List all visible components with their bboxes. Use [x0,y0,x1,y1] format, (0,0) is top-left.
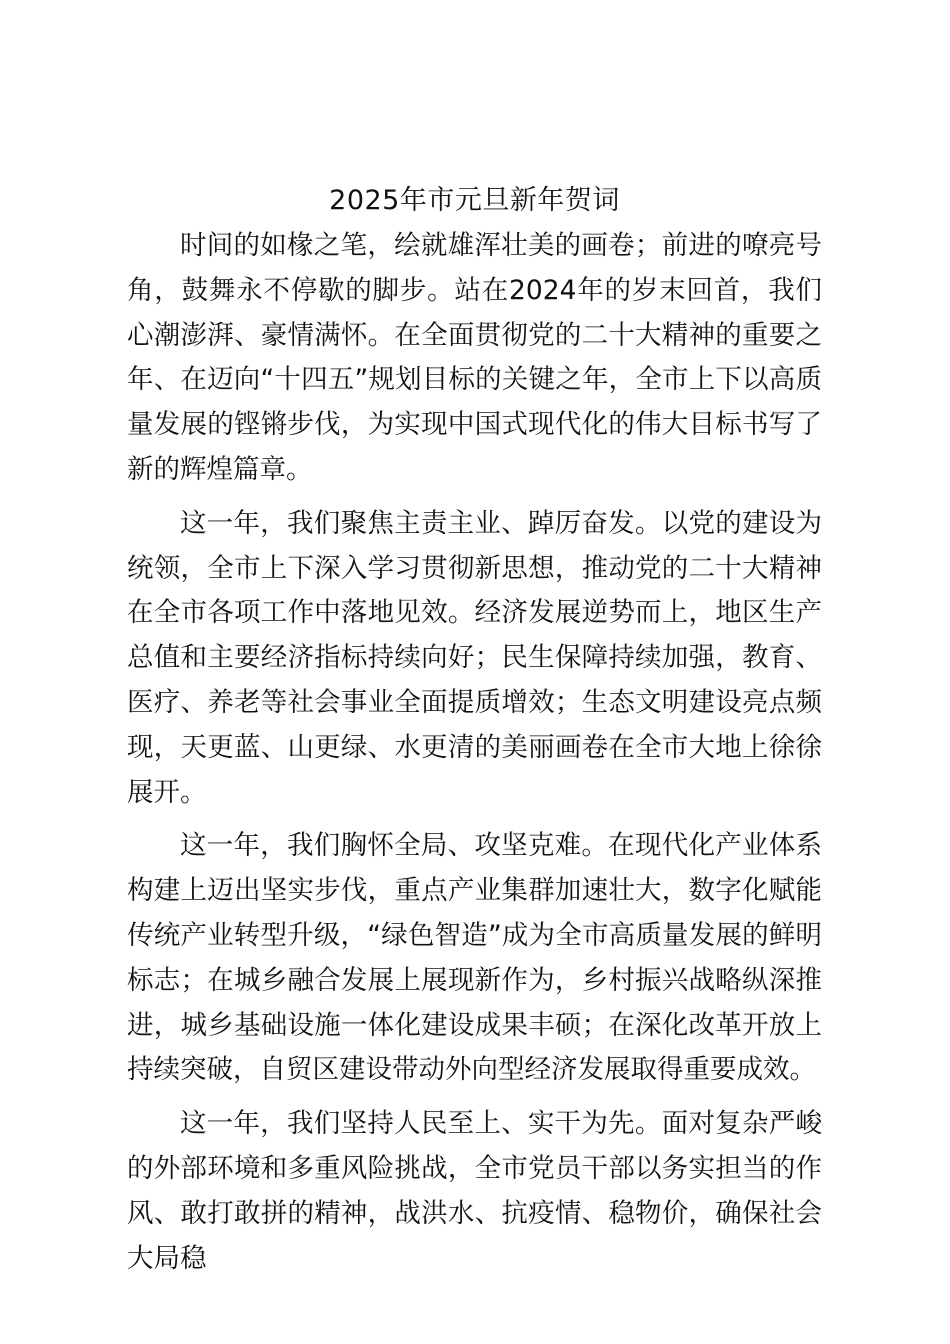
paragraph-4: 这一年，我们坚持人民至上、实干为先。面对复杂严峻的外部环境和多重风险挑战，全市党员干部以务实担当的作风、敢打敢拼的精神，战洪水、抗疫情、稳物价，确保社会大局稳 [127,1108,822,1274]
paragraph-2: 这一年，我们聚焦主责主业、踔厉奋发。以党的建设为统领，全市上下深入学习贯彻新思想，推动党的二十大精神在全市各项工作中落地见效。经济发展逆势而上，地区生产总值和主要经济指标持续向好；民生保障持续加强，教育、医疗、养老等社会事业全面提质增效；生态文明建设亮点频现，天更蓝、山更绿、水更清的美丽画卷在全市大地上徐徐展开。 [127,507,822,808]
paragraph-3: 这一年，我们胸怀全局、攻坚克难。在现代化产业体系构建上迈出坚实步伐，重点产业集群加速壮大，数字化赋能传统产业转型升级，“绿色智造”成为全市高质量发展的鲜明标志；在城乡融合发展上展现新作为，乡村振兴战略纵深推进，城乡基础设施一体化建设成果丰硕；在深化改革开放上持续突破，自贸区建设带动外向型经济发展取得重要成效。 [127,830,822,1086]
paragraph-1: 时间的如椽之笔，绘就雄浑壮美的画卷；前进的嘹亮号角，鼓舞永不停歇的脚步。站在2024年的岁末回首，我们心潮澎湃、豪情满怀。在全面贯彻党的二十大精神的重要之年、在迈向“十四五”规划目标的关键之年，全市上下以高质量发展的铿锵步伐，为实现中国式现代化的伟大目标书写了新的辉煌篇章。 [127,230,822,485]
document-title: 2025年市元旦新年贺词 [329,185,620,216]
document-body [127,178,822,1290]
